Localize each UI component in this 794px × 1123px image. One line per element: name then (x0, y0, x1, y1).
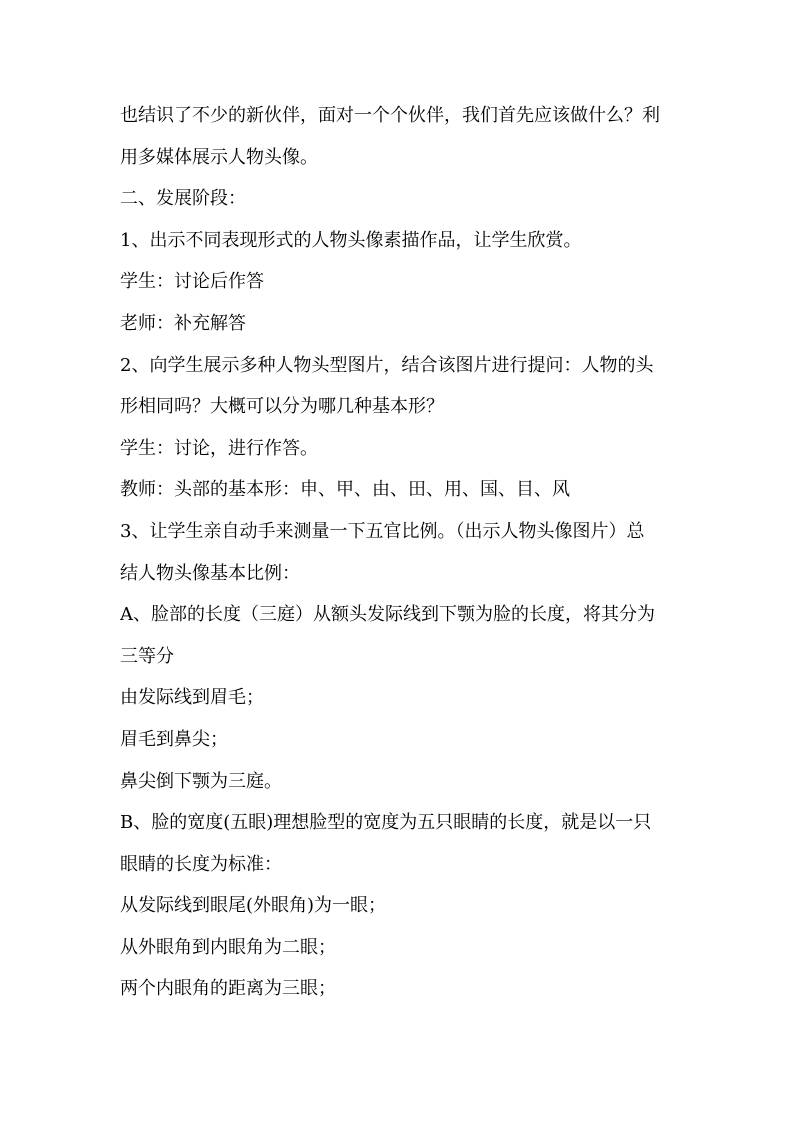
body-line: 学生：讨论后作答 (120, 271, 264, 293)
document-body (120, 95, 680, 1010)
body-line: 眼睛的长度为标准： (120, 853, 282, 875)
body-line: 1、出示不同表现形式的人物头像素描作品，让学生欣赏。 (120, 229, 582, 251)
body-line: 2、向学生展示多种人物头型图片，结合该图片进行提问：人物的头 (120, 354, 654, 376)
section-heading: 二、发展阶段： (120, 188, 246, 210)
body-line: 老师：补充解答 (120, 312, 246, 334)
body-line: 也结识了不少的新伙伴，面对一个个伙伴，我们首先应该做什么？利 (120, 105, 660, 126)
body-line: 学生：讨论，进行作答。 (120, 437, 318, 459)
body-line: B、脸的宽度(五眼)理想脸型的宽度为五只眼睛的长度，就是以一只 (120, 812, 652, 834)
body-line: 从外眼角到内眼角为二眼； (120, 936, 336, 958)
body-line: A、脸部的长度（三庭）从额头发际线到下颚为脸的长度，将其分为 (120, 604, 655, 626)
body-line: 3、让学生亲自动手来测量一下五官比例。（出示人物头像图片）总 (120, 520, 645, 542)
body-line: 鼻尖倒下颚为三庭。 (120, 770, 282, 792)
body-line: 从发际线到眼尾(外眼角)为一眼； (120, 895, 387, 917)
body-line: 用多媒体展示人物头像。 (120, 146, 318, 168)
body-line: 形相同吗？大概可以分为哪几种基本形？ (120, 396, 444, 418)
body-line: 眉毛到鼻尖； (120, 728, 228, 750)
body-line: 由发际线到眉毛； (120, 687, 264, 709)
body-line: 三等分 (120, 645, 174, 667)
body-line: 教师：头部的基本形：申、甲、由、田、用、国、目、风 (120, 479, 570, 501)
body-line: 两个内眼角的距离为三眼； (120, 978, 336, 1000)
body-line: 结人物头像基本比例： (120, 562, 300, 584)
